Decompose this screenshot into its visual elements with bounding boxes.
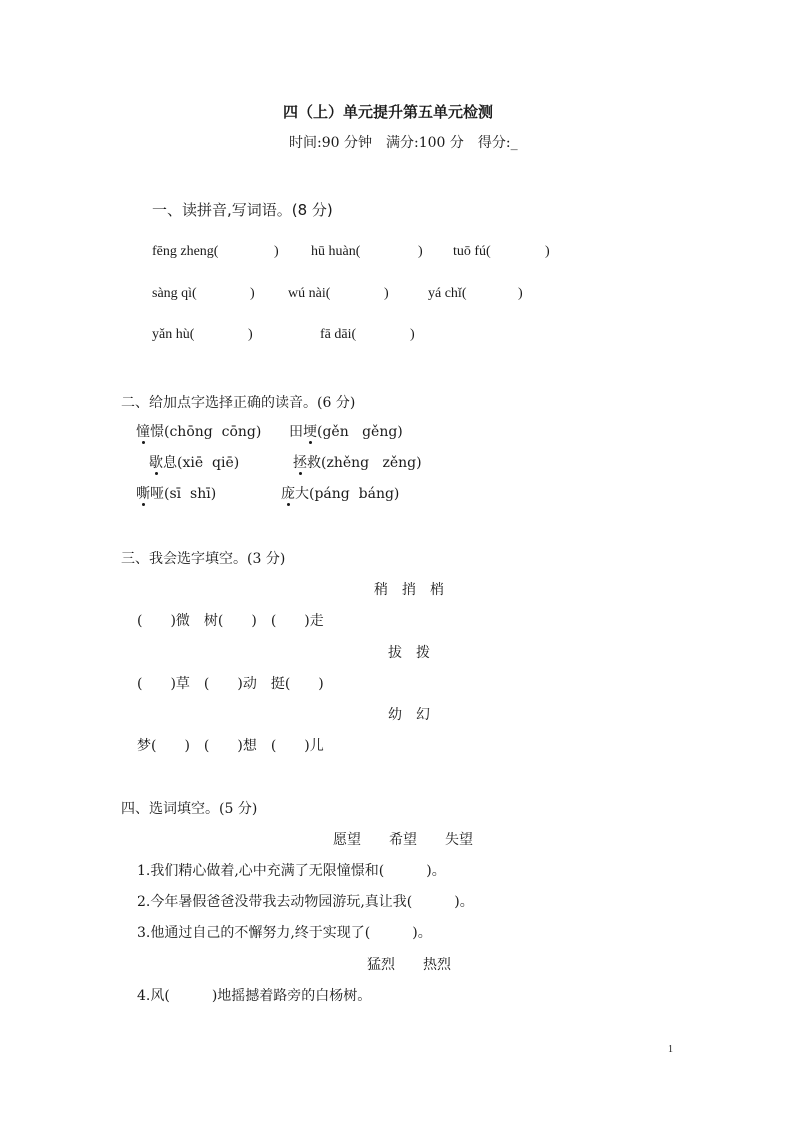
reading-item[interactable]: 田埂(gěn gěng) [289,424,403,440]
fill-line[interactable]: 梦( ) ( )想 ( )儿 [137,738,324,754]
section-1-heading: 一、读拼音,写词语。(8 分) [152,201,333,219]
answer-blank[interactable]: ) [250,286,255,301]
char-choices: 拔 拨 [388,645,430,661]
answer-blank[interactable]: ) [418,244,423,259]
question-4[interactable]: 4.风( )地摇撼着路旁的白杨树。 [137,988,372,1004]
dotted-char: 庞 [281,486,295,502]
word-choices: 愿望 希望 失望 [333,832,473,848]
fill-line[interactable]: ( )草 ( )动 挺( ) [137,676,324,692]
pinyin-item: yǎn hù( [152,327,195,342]
page-title: 四（上）单元提升第五单元检测 [283,103,494,121]
dotted-char: 拯 [293,455,307,471]
pinyin-item: fā dāi( [320,327,357,342]
dotted-char: 埂 [303,424,317,440]
pinyin-item: fēng zheng( [152,244,219,259]
page-number: 1 [668,1044,673,1055]
dotted-char: 嘶 [136,486,150,502]
dotted-char: 歇 [149,455,163,471]
answer-blank[interactable]: ) [518,286,523,301]
fill-line[interactable]: ( )微 树( ) ( )走 [137,613,324,629]
reading-item[interactable]: 嘶哑(sī shī) [136,486,217,502]
question-3[interactable]: 3.他通过自己的不懈努力,终于实现了( )。 [137,925,432,941]
word-choices: 猛烈 热烈 [367,957,451,973]
char-choices: 稍 捎 梢 [374,582,444,598]
question-2[interactable]: 2.今年暑假爸爸没带我去动物园游玩,真让我( )。 [137,894,474,910]
section-2-heading: 二、给加点字选择正确的读音。(6 分) [121,395,356,411]
pinyin-item: sàng qì( [152,286,197,301]
question-1[interactable]: 1.我们精心做着,心中充满了无限憧憬和( )。 [137,863,446,879]
reading-item[interactable]: 庞大(páng báng) [281,486,400,502]
reading-item[interactable]: 歇息(xiē qiē) [149,455,240,471]
dotted-char: 憧 [136,424,150,440]
reading-item[interactable]: 憧憬(chōng cōng) [136,424,262,440]
section-3-heading: 三、我会选字填空。(3 分) [121,551,286,567]
answer-blank[interactable]: ) [410,327,415,342]
pinyin-item: tuō fú( [453,244,491,259]
exam-meta: 时间:90 分钟 满分:100 分 得分:_ [289,135,518,151]
char-choices: 幼 幻 [388,707,430,723]
answer-blank[interactable]: ) [274,244,279,259]
answer-blank[interactable]: ) [384,286,389,301]
answer-blank[interactable]: ) [248,327,253,342]
section-4-heading: 四、选词填空。(5 分) [121,801,258,817]
pinyin-item: wú nài( [288,286,331,301]
pinyin-item: yá chǐ( [428,286,467,301]
reading-item[interactable]: 拯救(zhěng zěng) [293,455,422,471]
answer-blank[interactable]: ) [545,244,550,259]
pinyin-item: hū huàn( [311,244,361,259]
